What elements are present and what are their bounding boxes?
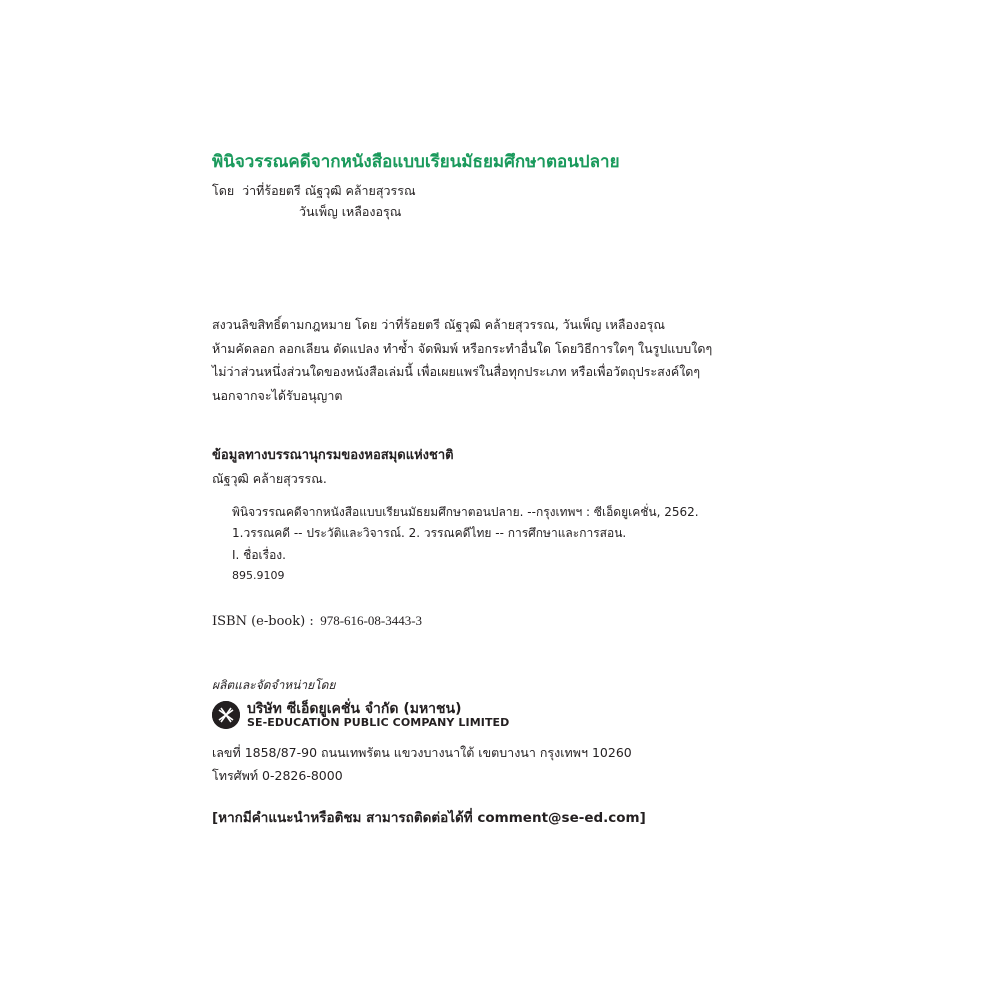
catalog-title-entry: I. ชื่อเรื่อง. xyxy=(232,548,286,562)
logo-mark-icon xyxy=(212,701,240,729)
comment-contact: [หากมีคำแนะนำหรือติชม สามารถติดต่อได้ที่ comment@se-ed.com] xyxy=(212,810,646,826)
isbn-line xyxy=(212,613,422,629)
catalog-call-number: 895.9109 xyxy=(232,569,285,582)
copyright-line: ห้ามคัดลอก ลอกเลียน ดัดแปลง ทำซ้ำ จัดพิมพ์ หรือกระทำอื่นใด โดยวิธีการใดๆ ในรูปแบบใดๆ xyxy=(212,340,713,356)
se-ed-logo-icon xyxy=(212,701,240,729)
isbn-value: 978-616-08-3443-3 xyxy=(320,613,423,628)
book-title: พินิจวรรณคดีจากหนังสือแบบเรียนมัธยมศึกษาตอนปลาย xyxy=(212,152,620,172)
author-name-2: วันเพ็ญ เหลืองอรุณ xyxy=(299,204,402,219)
copyright-notice xyxy=(212,313,712,407)
catalog-entry: พินิจวรรณคดีจากหนังสือแบบเรียนมัธยมศึกษาตอนปลาย. --กรุงเทพฯ : ซีเอ็ดยูเคชั่น, 2562. xyxy=(232,505,699,519)
produced-by-label: ผลิตและจัดจำหน่ายโดย xyxy=(212,678,336,692)
author-prefix: โดย xyxy=(212,183,235,198)
catalog-heading: ข้อมูลทางบรรณานุกรมของหอสมุดแห่งชาติ xyxy=(212,448,454,463)
copyright-line: ไม่ว่าส่วนหนึ่งส่วนใดของหนังสือเล่มนี้ เพื่อเผยแพร่ในสื่อทุกประเภท หรือเพื่อวัตถุประสงค์ใดๆ xyxy=(212,364,701,379)
copyright-line: นอกจากจะได้รับอนุญาต xyxy=(212,387,343,403)
publisher-phone: โทรศัพท์ 0-2826-8000 xyxy=(212,768,343,783)
company-name-thai: บริษัท ซีเอ็ดยูเคชั่น จำกัด (มหาชน) xyxy=(247,701,462,717)
catalog-author: ณัฐวุฒิ คล้ายสุวรรณ. xyxy=(212,471,327,486)
author-name-1: ว่าที่ร้อยตรี ณัฐวุฒิ คล้ายสุวรรณ xyxy=(242,183,416,198)
company-name-english: SE-EDUCATION PUBLIC COMPANY LIMITED xyxy=(247,716,510,729)
publisher-address: เลขที่ 1858/87-90 ถนนเทพรัตน แขวงบางนาใต้ เขตบางนา กรุงเทพฯ 10260 xyxy=(212,745,632,760)
author-line-1 xyxy=(212,181,416,201)
isbn-label: ISBN (e-book) : xyxy=(212,614,314,629)
catalog-subjects: 1.วรรณคดี -- ประวัติและวิจารณ์. 2. วรรณคดีไทย -- การศึกษาและการสอน. xyxy=(232,526,627,540)
copyright-line: สงวนลิขสิทธิ์ตามกฎหมาย โดย ว่าที่ร้อยตรี ณัฐวุฒิ คล้ายสุวรรณ, วันเพ็ญ เหลืองอรุณ xyxy=(212,317,665,332)
